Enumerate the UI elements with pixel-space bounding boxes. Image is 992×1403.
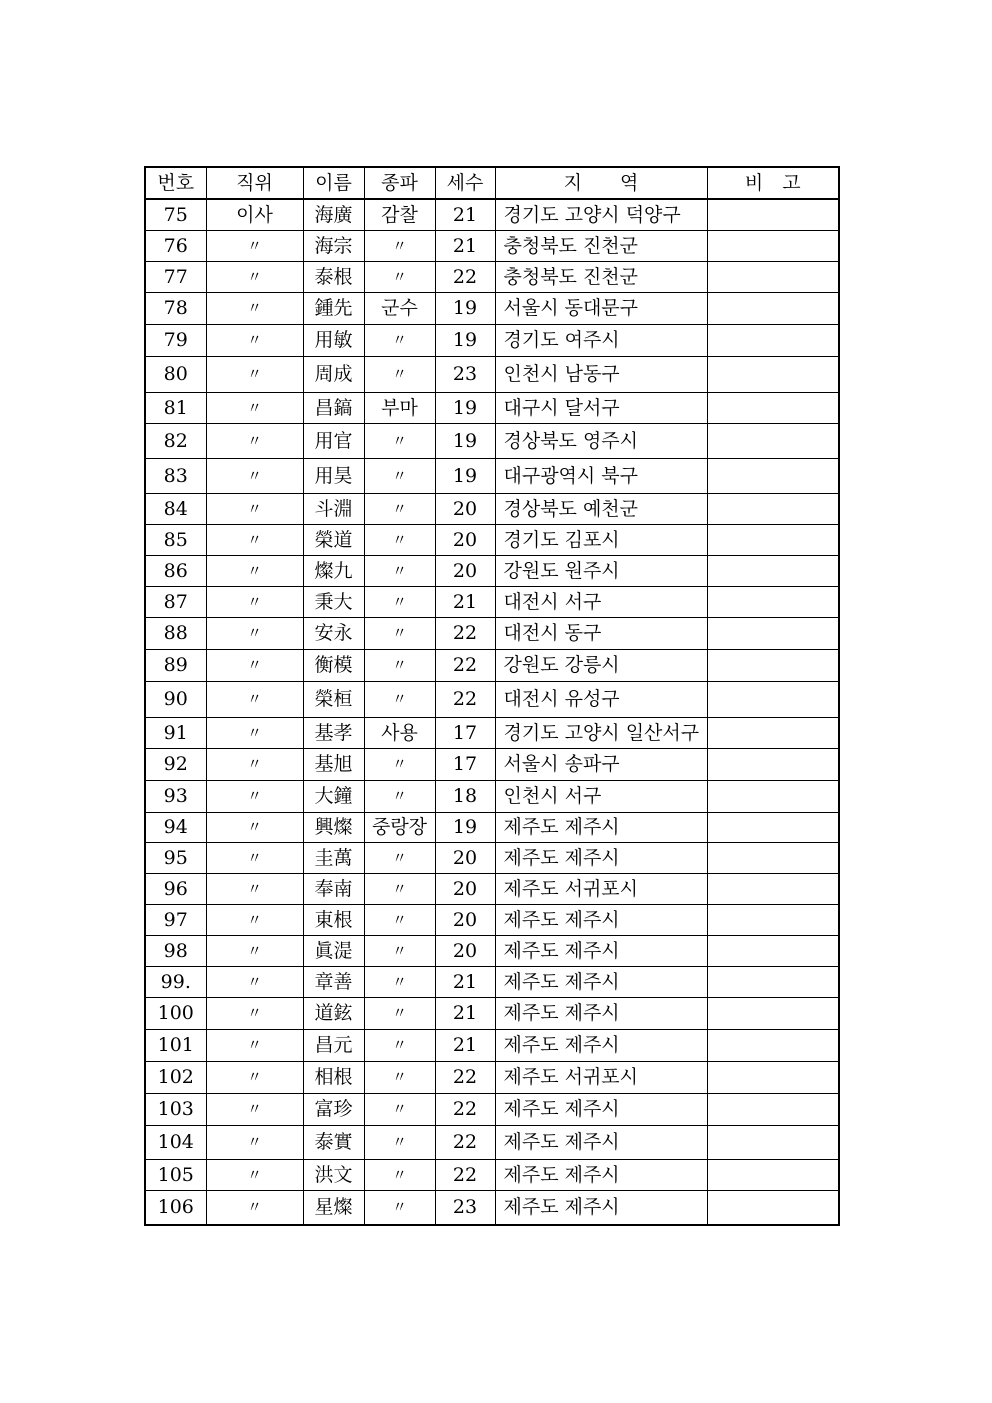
cell-position: 〃 — [206, 393, 303, 424]
table-row — [145, 874, 839, 905]
cell-branch: 〃 — [364, 587, 435, 618]
table-row — [145, 556, 839, 587]
cell-no: 91 — [145, 718, 206, 749]
table-row — [145, 199, 839, 231]
cell-note — [707, 1030, 839, 1062]
cell-region: 대구광역시 북구 — [495, 459, 707, 494]
cell-position: 〃 — [206, 325, 303, 357]
cell-generation: 22 — [435, 262, 495, 293]
cell-no: 95 — [145, 843, 206, 874]
cell-branch: 〃 — [364, 781, 435, 813]
cell-note — [707, 998, 839, 1030]
cell-generation: 21 — [435, 967, 495, 998]
cell-note — [707, 618, 839, 650]
cell-note — [707, 393, 839, 424]
table-row — [145, 998, 839, 1030]
cell-note — [707, 424, 839, 459]
cell-no: 77 — [145, 262, 206, 293]
cell-generation: 20 — [435, 525, 495, 556]
header-position: 직위 — [206, 167, 303, 199]
cell-generation: 23 — [435, 1191, 495, 1226]
cell-no: 86 — [145, 556, 206, 587]
cell-no: 99. — [145, 967, 206, 998]
cell-region: 경상북도 예천군 — [495, 494, 707, 525]
cell-no: 82 — [145, 424, 206, 459]
cell-region: 경기도 고양시 일산서구 — [495, 718, 707, 749]
cell-branch: 〃 — [364, 262, 435, 293]
cell-position: 〃 — [206, 556, 303, 587]
cell-no: 103 — [145, 1094, 206, 1126]
cell-generation: 18 — [435, 781, 495, 813]
cell-generation: 19 — [435, 325, 495, 357]
cell-branch: 〃 — [364, 618, 435, 650]
cell-generation: 19 — [435, 813, 495, 843]
cell-no: 89 — [145, 650, 206, 682]
cell-generation: 17 — [435, 718, 495, 749]
cell-name: 基旭 — [303, 749, 364, 781]
header-row — [145, 167, 839, 199]
cell-note — [707, 905, 839, 936]
cell-region: 제주도 제주시 — [495, 905, 707, 936]
cell-branch: 〃 — [364, 682, 435, 718]
cell-note — [707, 556, 839, 587]
cell-no: 106 — [145, 1191, 206, 1226]
cell-position: 〃 — [206, 1030, 303, 1062]
cell-no: 79 — [145, 325, 206, 357]
cell-no: 83 — [145, 459, 206, 494]
cell-position: 〃 — [206, 618, 303, 650]
cell-generation: 22 — [435, 1094, 495, 1126]
cell-region: 제주도 제주시 — [495, 843, 707, 874]
cell-name: 泰實 — [303, 1126, 364, 1160]
cell-name: 洪文 — [303, 1160, 364, 1191]
cell-branch: 〃 — [364, 1191, 435, 1226]
table-row — [145, 459, 839, 494]
table-row — [145, 587, 839, 618]
cell-position: 〃 — [206, 1191, 303, 1226]
cell-name: 道鉉 — [303, 998, 364, 1030]
cell-name: 榮道 — [303, 525, 364, 556]
cell-region: 강원도 원주시 — [495, 556, 707, 587]
table-row — [145, 718, 839, 749]
cell-note — [707, 749, 839, 781]
table-row — [145, 843, 839, 874]
cell-note — [707, 874, 839, 905]
cell-region: 대구시 달서구 — [495, 393, 707, 424]
cell-no: 97 — [145, 905, 206, 936]
cell-region: 경기도 김포시 — [495, 525, 707, 556]
cell-position: 〃 — [206, 525, 303, 556]
cell-no: 100 — [145, 998, 206, 1030]
cell-name: 圭萬 — [303, 843, 364, 874]
cell-branch: 사용 — [364, 718, 435, 749]
cell-note — [707, 262, 839, 293]
cell-generation: 19 — [435, 293, 495, 325]
table-row — [145, 494, 839, 525]
cell-no: 96 — [145, 874, 206, 905]
cell-branch: 〃 — [364, 905, 435, 936]
cell-no: 88 — [145, 618, 206, 650]
cell-branch: 〃 — [364, 1062, 435, 1094]
cell-name: 燦九 — [303, 556, 364, 587]
cell-position: 〃 — [206, 749, 303, 781]
cell-name: 眞湜 — [303, 936, 364, 967]
table-row — [145, 293, 839, 325]
cell-no: 101 — [145, 1030, 206, 1062]
cell-name: 星燦 — [303, 1191, 364, 1226]
cell-branch: 〃 — [364, 1030, 435, 1062]
cell-no: 90 — [145, 682, 206, 718]
cell-note — [707, 1126, 839, 1160]
cell-name: 東根 — [303, 905, 364, 936]
table-row — [145, 525, 839, 556]
table-row — [145, 325, 839, 357]
cell-region: 제주도 제주시 — [495, 1030, 707, 1062]
cell-generation: 20 — [435, 874, 495, 905]
table-row — [145, 682, 839, 718]
table-row — [145, 1094, 839, 1126]
cell-name: 大鐘 — [303, 781, 364, 813]
cell-generation: 20 — [435, 843, 495, 874]
table-row — [145, 781, 839, 813]
cell-note — [707, 199, 839, 231]
cell-no: 76 — [145, 231, 206, 262]
cell-name: 榮桓 — [303, 682, 364, 718]
table-row — [145, 1191, 839, 1226]
cell-generation: 21 — [435, 587, 495, 618]
cell-position: 〃 — [206, 905, 303, 936]
cell-name: 昌元 — [303, 1030, 364, 1062]
cell-region: 서울시 송파구 — [495, 749, 707, 781]
cell-generation: 21 — [435, 998, 495, 1030]
cell-region: 강원도 강릉시 — [495, 650, 707, 682]
cell-branch: 〃 — [364, 1094, 435, 1126]
cell-note — [707, 967, 839, 998]
cell-position: 〃 — [206, 1062, 303, 1094]
table-row — [145, 749, 839, 781]
cell-name: 安永 — [303, 618, 364, 650]
cell-branch: 〃 — [364, 325, 435, 357]
cell-note — [707, 1160, 839, 1191]
cell-name: 周成 — [303, 357, 364, 393]
cell-note — [707, 718, 839, 749]
cell-no: 94 — [145, 813, 206, 843]
cell-name: 泰根 — [303, 262, 364, 293]
cell-no: 104 — [145, 1126, 206, 1160]
cell-generation: 20 — [435, 494, 495, 525]
cell-branch: 〃 — [364, 843, 435, 874]
cell-generation: 20 — [435, 905, 495, 936]
cell-region: 경상북도 영주시 — [495, 424, 707, 459]
cell-name: 用官 — [303, 424, 364, 459]
table-row — [145, 424, 839, 459]
cell-position: 〃 — [206, 424, 303, 459]
cell-region: 제주도 제주시 — [495, 813, 707, 843]
cell-name: 昌鎬 — [303, 393, 364, 424]
table-row — [145, 967, 839, 998]
cell-name: 海廣 — [303, 199, 364, 231]
cell-branch: 〃 — [364, 231, 435, 262]
cell-no: 92 — [145, 749, 206, 781]
cell-region: 대전시 유성구 — [495, 682, 707, 718]
cell-no: 78 — [145, 293, 206, 325]
cell-position: 〃 — [206, 813, 303, 843]
cell-position: 〃 — [206, 936, 303, 967]
cell-no: 93 — [145, 781, 206, 813]
table-row — [145, 813, 839, 843]
cell-region: 제주도 제주시 — [495, 936, 707, 967]
cell-branch: 군수 — [364, 293, 435, 325]
cell-note — [707, 682, 839, 718]
cell-generation: 20 — [435, 936, 495, 967]
cell-position: 〃 — [206, 1094, 303, 1126]
cell-branch: 〃 — [364, 749, 435, 781]
cell-region: 충청북도 진천군 — [495, 262, 707, 293]
cell-no: 81 — [145, 393, 206, 424]
roster-body — [145, 199, 839, 1225]
cell-position: 〃 — [206, 998, 303, 1030]
cell-branch: 〃 — [364, 936, 435, 967]
cell-position: 〃 — [206, 718, 303, 749]
cell-generation: 19 — [435, 459, 495, 494]
header-name: 이름 — [303, 167, 364, 199]
cell-branch: 감찰 — [364, 199, 435, 231]
cell-position: 〃 — [206, 1160, 303, 1191]
cell-branch: 〃 — [364, 967, 435, 998]
cell-no: 102 — [145, 1062, 206, 1094]
cell-no: 80 — [145, 357, 206, 393]
cell-generation: 22 — [435, 1062, 495, 1094]
cell-note — [707, 813, 839, 843]
cell-no: 85 — [145, 525, 206, 556]
table-row — [145, 618, 839, 650]
cell-generation: 21 — [435, 1030, 495, 1062]
cell-branch: 〃 — [364, 459, 435, 494]
cell-region: 대전시 서구 — [495, 587, 707, 618]
cell-region: 대전시 동구 — [495, 618, 707, 650]
cell-position: 〃 — [206, 843, 303, 874]
cell-position: 〃 — [206, 682, 303, 718]
table-row — [145, 231, 839, 262]
cell-branch: 〃 — [364, 494, 435, 525]
cell-note — [707, 525, 839, 556]
cell-name: 奉南 — [303, 874, 364, 905]
cell-name: 衡模 — [303, 650, 364, 682]
cell-position: 〃 — [206, 231, 303, 262]
cell-note — [707, 1094, 839, 1126]
cell-branch: 〃 — [364, 1126, 435, 1160]
cell-name: 章善 — [303, 967, 364, 998]
cell-name: 相根 — [303, 1062, 364, 1094]
cell-branch: 〃 — [364, 650, 435, 682]
cell-region: 제주도 서귀포시 — [495, 1062, 707, 1094]
cell-region: 충청북도 진천군 — [495, 231, 707, 262]
cell-branch: 〃 — [364, 998, 435, 1030]
cell-position: 〃 — [206, 781, 303, 813]
cell-generation: 22 — [435, 618, 495, 650]
cell-region: 경기도 고양시 덕양구 — [495, 199, 707, 231]
cell-region: 제주도 제주시 — [495, 998, 707, 1030]
cell-branch: 〃 — [364, 525, 435, 556]
cell-generation: 22 — [435, 650, 495, 682]
cell-region: 제주도 제주시 — [495, 1160, 707, 1191]
cell-name: 秉大 — [303, 587, 364, 618]
cell-note — [707, 936, 839, 967]
member-roster-table — [144, 166, 840, 1226]
cell-generation: 22 — [435, 1126, 495, 1160]
cell-note — [707, 650, 839, 682]
cell-note — [707, 231, 839, 262]
table-row — [145, 1030, 839, 1062]
cell-position: 〃 — [206, 459, 303, 494]
cell-note — [707, 1191, 839, 1226]
cell-position: 〃 — [206, 262, 303, 293]
header-note: 비 고 — [707, 167, 839, 199]
cell-position: 〃 — [206, 357, 303, 393]
cell-note — [707, 357, 839, 393]
cell-position: 〃 — [206, 967, 303, 998]
cell-region: 인천시 서구 — [495, 781, 707, 813]
cell-note — [707, 587, 839, 618]
cell-position: 〃 — [206, 293, 303, 325]
cell-generation: 17 — [435, 749, 495, 781]
cell-branch: 〃 — [364, 424, 435, 459]
cell-position: 〃 — [206, 1126, 303, 1160]
cell-branch: 중랑장 — [364, 813, 435, 843]
cell-generation: 22 — [435, 1160, 495, 1191]
cell-position: 〃 — [206, 650, 303, 682]
cell-branch: 〃 — [364, 1160, 435, 1191]
cell-position: 〃 — [206, 874, 303, 905]
cell-region: 제주도 서귀포시 — [495, 874, 707, 905]
cell-position: 〃 — [206, 494, 303, 525]
cell-no: 75 — [145, 199, 206, 231]
cell-note — [707, 459, 839, 494]
table-row — [145, 357, 839, 393]
cell-generation: 20 — [435, 556, 495, 587]
cell-branch: 〃 — [364, 874, 435, 905]
cell-name: 富珍 — [303, 1094, 364, 1126]
cell-note — [707, 494, 839, 525]
cell-generation: 21 — [435, 231, 495, 262]
table-row — [145, 1160, 839, 1191]
cell-name: 斗淵 — [303, 494, 364, 525]
cell-name: 海宗 — [303, 231, 364, 262]
cell-no: 84 — [145, 494, 206, 525]
cell-no: 98 — [145, 936, 206, 967]
cell-note — [707, 781, 839, 813]
header-branch: 종파 — [364, 167, 435, 199]
cell-region: 제주도 제주시 — [495, 1191, 707, 1226]
cell-no: 87 — [145, 587, 206, 618]
cell-region: 제주도 제주시 — [495, 1094, 707, 1126]
cell-name: 基孝 — [303, 718, 364, 749]
table-row — [145, 1062, 839, 1094]
table-row — [145, 262, 839, 293]
table-row — [145, 393, 839, 424]
cell-branch: 부마 — [364, 393, 435, 424]
cell-region: 제주도 제주시 — [495, 967, 707, 998]
table-row — [145, 905, 839, 936]
cell-region: 제주도 제주시 — [495, 1126, 707, 1160]
cell-generation: 19 — [435, 393, 495, 424]
cell-no: 105 — [145, 1160, 206, 1191]
table-row — [145, 1126, 839, 1160]
cell-name: 興燦 — [303, 813, 364, 843]
cell-generation: 23 — [435, 357, 495, 393]
header-generation: 세수 — [435, 167, 495, 199]
header-no: 번호 — [145, 167, 206, 199]
table-row — [145, 650, 839, 682]
cell-region: 서울시 동대문구 — [495, 293, 707, 325]
cell-generation: 21 — [435, 199, 495, 231]
cell-name: 用敏 — [303, 325, 364, 357]
cell-note — [707, 293, 839, 325]
cell-name: 用昊 — [303, 459, 364, 494]
cell-note — [707, 1062, 839, 1094]
cell-generation: 22 — [435, 682, 495, 718]
cell-position: 〃 — [206, 587, 303, 618]
cell-branch: 〃 — [364, 357, 435, 393]
cell-position: 이사 — [206, 199, 303, 231]
header-region: 지 역 — [495, 167, 707, 199]
cell-region: 경기도 여주시 — [495, 325, 707, 357]
cell-branch: 〃 — [364, 556, 435, 587]
cell-name: 鍾先 — [303, 293, 364, 325]
cell-note — [707, 325, 839, 357]
cell-note — [707, 843, 839, 874]
cell-generation: 19 — [435, 424, 495, 459]
cell-region: 인천시 남동구 — [495, 357, 707, 393]
table-row — [145, 936, 839, 967]
